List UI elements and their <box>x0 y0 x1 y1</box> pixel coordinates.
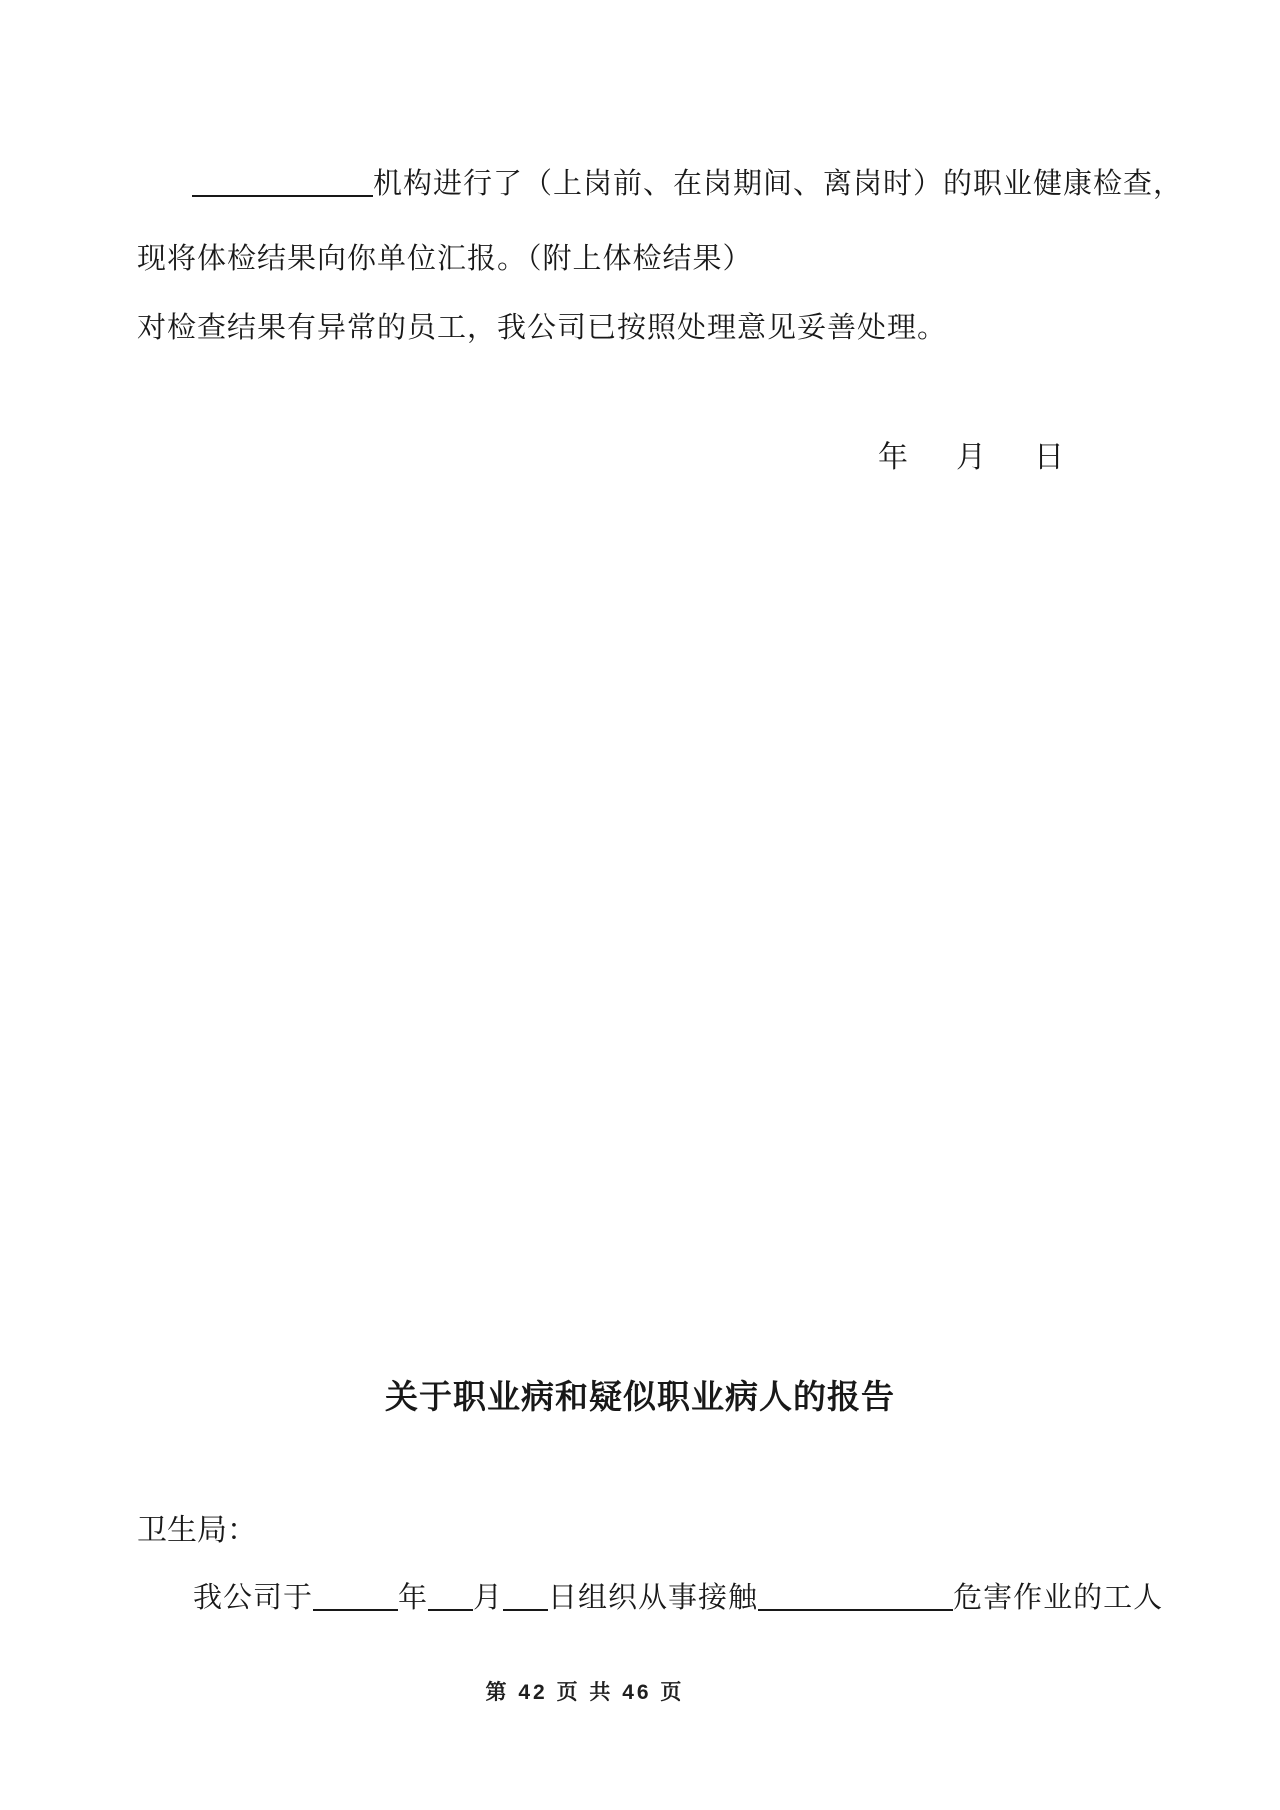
report-body-line <box>193 1578 1163 1618</box>
paragraph-line <box>137 239 753 279</box>
day-label: 日 <box>1034 441 1064 474</box>
paragraph-line <box>192 164 1183 204</box>
signature-date-line <box>878 438 1064 478</box>
line-text: 年 <box>398 1582 429 1614</box>
paragraph-line <box>137 308 947 348</box>
line-text: 危害作业的工人 <box>953 1582 1164 1614</box>
report-title: 关于职业病和疑似职业病人的报告 <box>385 1380 895 1416</box>
page-number-text: 第 42 页 共 46 页 <box>485 1681 685 1704</box>
fill-in-blank-org <box>192 169 373 197</box>
line-text: 对检查结果有异常的员工，我公司已按照处理意见妥善处理。 <box>137 312 948 344</box>
line-text: 日组织从事接触 <box>548 1582 759 1614</box>
line-text: 现将体检结果向你单位汇报。（附上体检结果） <box>137 243 753 275</box>
fill-in-blank-month <box>428 1583 473 1611</box>
fill-in-blank-year <box>313 1583 398 1611</box>
line-text: 我公司于 <box>193 1582 314 1614</box>
month-label: 月 <box>956 441 986 474</box>
fill-in-blank-hazard <box>758 1583 953 1611</box>
line-text: 月 <box>473 1582 504 1614</box>
year-label: 年 <box>878 441 908 474</box>
line-text: 机构进行了（上岗前、在岗期间、离岗时）的职业健康检查， <box>373 168 1184 200</box>
fill-in-blank-day <box>503 1583 548 1611</box>
page-number-footer <box>0 1678 1225 1708</box>
salutation: 卫生局： <box>137 1514 257 1547</box>
